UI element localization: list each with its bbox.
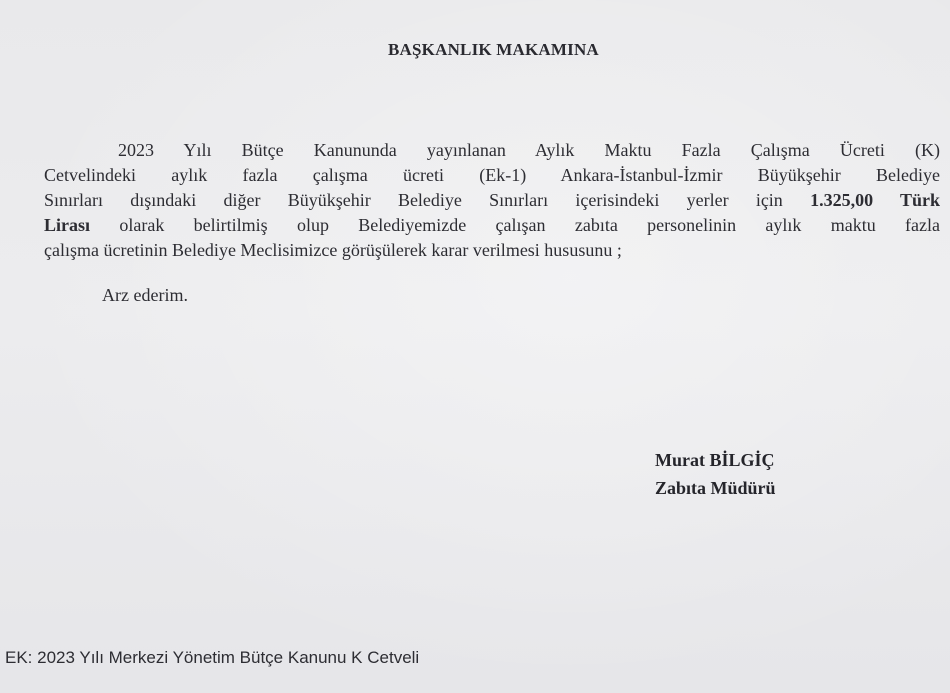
signatory-title: Zabıta Müdürü (655, 478, 776, 498)
paragraph-line-4 (44, 213, 940, 238)
closing-phrase: Arz ederim. (102, 285, 188, 305)
document-heading: BAŞKANLIK MAKAMINA (388, 40, 599, 59)
paragraph-line-2: Cetvelindeki aylık fazla çalışma ücreti (Ek-1) Ankara-İstanbul-İzmir Büyükşehir Belediye (44, 165, 940, 185)
amount-currency-text: Lirası (44, 215, 91, 235)
paragraph-line-4-text: olarak belirtilmiş olup Belediyemizde çalışan zabıta personelinin aylık maktu fazla (119, 215, 941, 235)
paragraph-line-5: çalışma ücretinin Belediye Meclisimizce görüşülerek karar verilmesi hususunu ; (44, 240, 622, 260)
paragraph-line-1: 2023 Yılı Bütçe Kanununda yayınlanan Aylık Maktu Fazla Çalışma Ücreti (K) (118, 140, 940, 160)
paragraph-line-3-text: Sınırları dışındaki diğer Büyükşehir Belediye Sınırları içerisindeki yerler için (44, 190, 783, 210)
enclosure-note: EK: 2023 Yılı Merkezi Yönetim Bütçe Kanunu K Cetveli (5, 648, 420, 667)
document-body-paragraph (44, 138, 940, 263)
amount-text: 1.325,00 Türk (810, 190, 940, 210)
paragraph-line-3 (44, 188, 940, 213)
signature-block (655, 446, 776, 502)
signatory-name: Murat BİLGİÇ (655, 450, 775, 470)
